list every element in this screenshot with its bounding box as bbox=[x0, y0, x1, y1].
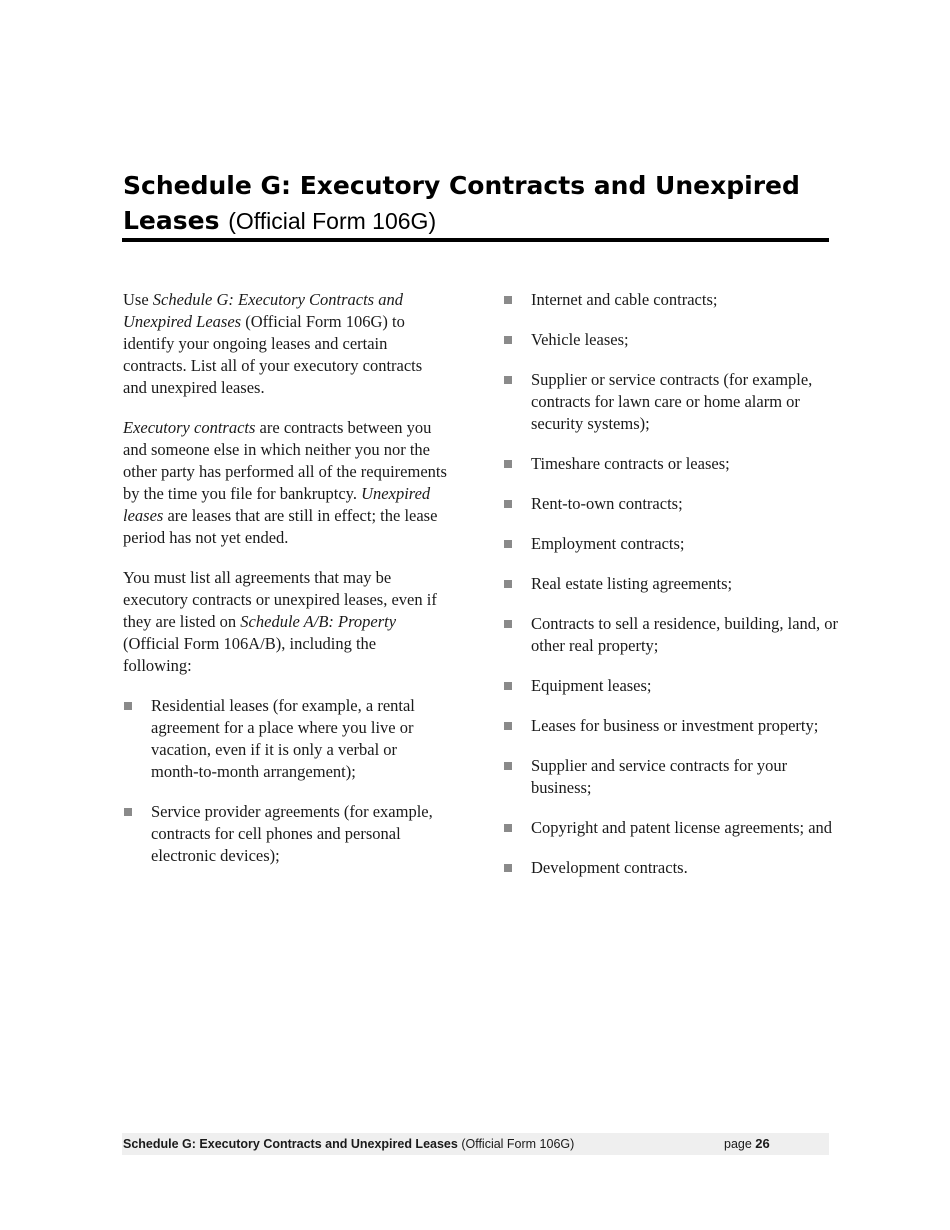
page-title bbox=[123, 168, 829, 239]
left-column bbox=[123, 289, 448, 885]
square-bullet-icon bbox=[124, 808, 132, 816]
list-item: Leases for business or investment property; bbox=[503, 715, 838, 737]
right-column bbox=[503, 289, 838, 897]
list-item: Internet and cable contracts; bbox=[503, 289, 838, 311]
square-bullet-icon bbox=[504, 460, 512, 468]
list-item: Real estate listing agreements; bbox=[503, 573, 838, 595]
list-item: Copyright and patent license agreements; and bbox=[503, 817, 838, 839]
footer-title: Schedule G: Executory Contracts and Unexpired Leases (Official Form 106G) bbox=[123, 1137, 575, 1151]
list-item: Rent-to-own contracts; bbox=[503, 493, 838, 515]
page-footer bbox=[122, 1133, 829, 1155]
list-item: Equipment leases; bbox=[503, 675, 838, 697]
square-bullet-icon bbox=[504, 580, 512, 588]
definitions-paragraph: Executory contracts are contracts between you and someone else in which neither you nor the other party has performed all of the requirements by the time you file for bankruptcy. Unexpired leases are leases that are still in effect; the lease period has not yet ended. bbox=[123, 418, 447, 547]
schedule-ab-italic: Schedule A/B: Property bbox=[240, 612, 397, 631]
square-bullet-icon bbox=[504, 864, 512, 872]
list-item: Employment contracts; bbox=[503, 533, 838, 555]
square-bullet-icon bbox=[504, 376, 512, 384]
title-underline bbox=[122, 238, 829, 242]
square-bullet-icon bbox=[504, 500, 512, 508]
square-bullet-icon bbox=[504, 824, 512, 832]
list-item: Vehicle leases; bbox=[503, 329, 838, 351]
square-bullet-icon bbox=[504, 296, 512, 304]
square-bullet-icon bbox=[504, 682, 512, 690]
intro-paragraph: Use Schedule G: Executory Contracts and Unexpired Leases (Official Form 106G) to identify your ongoing leases and certain contracts. List all of your executory contracts and unexpired leases. bbox=[123, 290, 423, 397]
page-number: page 26 bbox=[724, 1136, 770, 1151]
list-item: Supplier or service contracts (for example, contracts for lawn care or home alarm or security systems); bbox=[503, 369, 838, 435]
list-item: Contracts to sell a residence, building, land, or other real property; bbox=[503, 613, 838, 657]
square-bullet-icon bbox=[124, 702, 132, 710]
square-bullet-icon bbox=[504, 762, 512, 770]
title-main: Schedule G: Executory Contracts and Unexpired Leases bbox=[123, 171, 800, 235]
term-unexpired-leases: Unexpired leases bbox=[123, 484, 431, 525]
list-item: Residential leases (for example, a rental agreement for a place where you live or vacation, even if it is only a verbal or month-to-month arrangement); bbox=[123, 695, 448, 783]
list-item: Service provider agreements (for example, contracts for cell phones and personal electronic devices); bbox=[123, 801, 448, 867]
square-bullet-icon bbox=[504, 336, 512, 344]
list-item: Development contracts. bbox=[503, 857, 838, 879]
list-item: Timeshare contracts or leases; bbox=[503, 453, 838, 475]
right-bullet-list bbox=[503, 289, 838, 879]
square-bullet-icon bbox=[504, 620, 512, 628]
form-name-italic: Schedule G: Executory Contracts and Unexpired Leases bbox=[123, 290, 403, 331]
list-item: Supplier and service contracts for your business; bbox=[503, 755, 838, 799]
square-bullet-icon bbox=[504, 540, 512, 548]
term-executory-contracts: Executory contracts bbox=[123, 418, 256, 437]
must-list-paragraph: You must list all agreements that may be executory contracts or unexpired leases, even if they are listed on Schedule A/B: Property (Official Form 106A/B), including the following: bbox=[123, 568, 437, 675]
square-bullet-icon bbox=[504, 722, 512, 730]
left-bullet-list bbox=[123, 695, 448, 867]
title-form-number: (Official Form 106G) bbox=[228, 208, 437, 234]
